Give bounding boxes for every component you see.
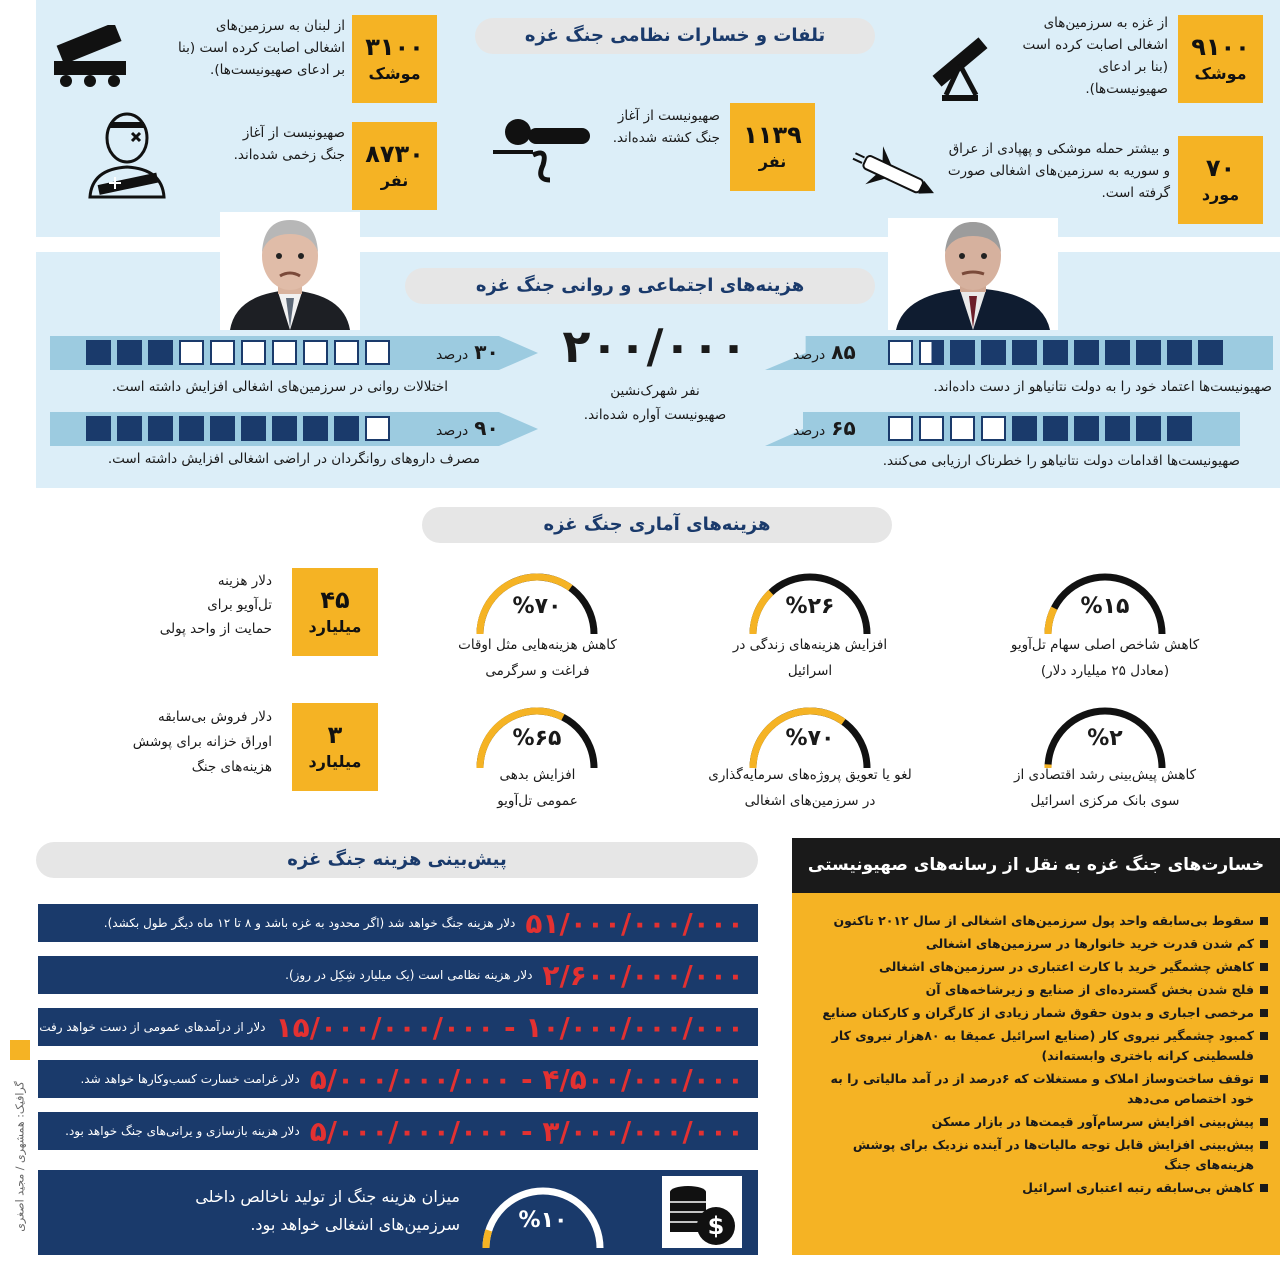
gauge-value: %۶۵ bbox=[512, 726, 562, 751]
bar-percent-dangerous bbox=[793, 416, 856, 440]
bar-text-drug-use: مصرف داروهای روانگردان در اراضی اشغالی افزایش داشته است. bbox=[107, 451, 480, 467]
percent-value: ۳۰ bbox=[474, 340, 499, 364]
stat-text-injured: صهیونیست از آغاز جنگ زخمی شده‌اند. bbox=[233, 125, 345, 163]
percent-word: درصد bbox=[793, 423, 826, 439]
stat-text-killed: صهیونیست از آغاز جنگ کشته شده‌اند. bbox=[612, 108, 720, 146]
bar-cell bbox=[334, 340, 359, 365]
forecast-desc: دلار هزینه جنگ خواهد شد (اگر محدود به غزه باشد و ۸ تا ۱۲ ماه دیگر طول بکشد). bbox=[103, 916, 516, 930]
list-item: پیش‌بینی افزایش قابل توجه مالیات‌ها در آینده نزدیک برای پوشش هزینه‌های جنگ bbox=[810, 1135, 1268, 1175]
bar-cells-mental-disorders bbox=[86, 340, 390, 365]
gauge-text-line1: کاهش هزینه‌هایی مثل اوقات bbox=[458, 637, 617, 653]
forecast-row bbox=[35, 1008, 758, 1046]
bar-percent-trust-lost bbox=[793, 340, 856, 364]
bar-cell bbox=[241, 340, 266, 365]
stat-number: ۳ bbox=[327, 721, 343, 749]
bar-cell bbox=[1105, 340, 1130, 365]
percent-value: ۹۰ bbox=[474, 416, 499, 440]
percent-word: درصد bbox=[436, 423, 469, 439]
bar-cell bbox=[365, 340, 390, 365]
gauge-text-line2: در سرزمین‌های اشغالی bbox=[744, 793, 876, 809]
bar-cell bbox=[1043, 416, 1068, 441]
gdp-text-line2: سرزمین‌های اشغالی خواهد بود. bbox=[250, 1215, 460, 1234]
forecast-amount: ۵۱/۰۰۰/۰۰۰/۰۰۰ bbox=[525, 906, 744, 940]
stat-box-killed bbox=[730, 103, 815, 191]
gauge-fill bbox=[486, 1230, 489, 1248]
section-title-social: هزینه‌های اجتماعی و روانی جنگ غزه bbox=[405, 268, 875, 304]
bar-cell bbox=[1012, 416, 1037, 441]
gdp-text-line1: میزان هزینه جنگ از تولید ناخالص داخلی bbox=[195, 1187, 460, 1206]
forecast-desc: دلار از درآمدهای عمومی از دست خواهد رفت. bbox=[35, 1020, 266, 1034]
bar-cell bbox=[1074, 340, 1099, 365]
box-text-line2: اوراق خزانه برای پوشش bbox=[132, 734, 272, 750]
bar-cell bbox=[1012, 340, 1037, 365]
bar-cell bbox=[303, 340, 328, 365]
forecast-row bbox=[38, 956, 758, 994]
gauge-text-line1: افزایش هزینه‌های زندگی در bbox=[732, 637, 888, 653]
gauge-text-line1: کاهش شاخص اصلی سهام تل‌آویو bbox=[1010, 637, 1200, 653]
bar-cell bbox=[303, 416, 328, 441]
list-item: سقوط بی‌سابقه واحد پول سرزمین‌های اشغالی از سال ۲۰۱۲ تاکنون bbox=[810, 911, 1268, 931]
bar-cell bbox=[86, 416, 111, 441]
stat-number: ۳۱۰۰ bbox=[365, 33, 424, 61]
list-item: کمبود چشمگیر نیروی کار (صنایع اسرائیل عمیقا به ۸۰هزار نیروی کار فلسطینی کرانه باختری وابسته‌اند) bbox=[810, 1026, 1268, 1066]
box-text-line3: حمایت از واحد پولی bbox=[159, 621, 272, 637]
list-item: پیش‌بینی افزایش سرسام‌آور قیمت‌ها در بازار مسکن bbox=[810, 1112, 1268, 1132]
box-text-line3: هزینه‌های جنگ bbox=[191, 759, 272, 775]
bar-cell bbox=[1105, 416, 1130, 441]
bar-cells-drug-use bbox=[86, 416, 390, 441]
stat-box-iraq-syria-attacks bbox=[1178, 136, 1263, 224]
bar-cell bbox=[981, 340, 1006, 365]
cruise-missile-icon bbox=[848, 140, 943, 210]
stat-number: ۱۱۳۹ bbox=[743, 121, 802, 149]
section-title-media-losses: خسارت‌های جنگ غزه به نقل از رسانه‌های صهیونیستی bbox=[792, 838, 1280, 893]
percent-value: ۸۵ bbox=[831, 340, 856, 364]
stat-box-currency-support bbox=[292, 568, 378, 656]
stat-box-lebanon-missiles bbox=[352, 15, 437, 103]
bar-percent-drug-use bbox=[436, 416, 499, 440]
bar-cell bbox=[950, 416, 975, 441]
forecast-amount: ۳/۰۰۰/۰۰۰/۰۰۰ - ۵/۰۰۰/۰۰۰/۰۰۰ bbox=[309, 1114, 744, 1148]
forecast-desc: دلار هزینه نظامی است (یک میلیارد شِکِل در روز). bbox=[285, 968, 533, 982]
list-item: کاهش چشمگیر خرید با کارت اعتباری در سرزمین‌های اشغالی bbox=[810, 957, 1268, 977]
bar-cell bbox=[117, 340, 142, 365]
stat-unit: نفر bbox=[758, 152, 787, 171]
bar-cell bbox=[117, 416, 142, 441]
displaced-number: ۲۰۰/۰۰۰ bbox=[562, 319, 748, 373]
dollar-coins-icon bbox=[662, 1176, 742, 1248]
bar-percent-mental-disorders bbox=[436, 340, 499, 364]
forecast-amount: ۴/۵۰۰/۰۰۰/۰۰۰ - ۵/۰۰۰/۰۰۰/۰۰۰ bbox=[309, 1062, 744, 1096]
gauge-text-line2: اسرائیل bbox=[787, 663, 833, 679]
list-item: فلج شدن بخش گسترده‌ای از صنایع و زیرشاخه‌های آن bbox=[810, 980, 1268, 1000]
gauge-value: %۲ bbox=[1087, 726, 1123, 751]
bar-cell bbox=[210, 340, 235, 365]
bar-cell bbox=[919, 340, 944, 365]
gdp-value: %۱۰ bbox=[518, 1208, 568, 1233]
box-text-line1: دلار هزینه bbox=[217, 573, 272, 589]
bar-cell bbox=[1043, 340, 1068, 365]
list-item: مرخصی اجباری و بدون حقوق شمار زیادی از کارگران و کارکنان صنایع bbox=[810, 1003, 1268, 1023]
bar-cell bbox=[365, 416, 390, 441]
stat-box-injured bbox=[352, 122, 437, 210]
displaced-text-line2: صهیونیست آواره شده‌اند. bbox=[583, 407, 727, 423]
gauge-text-line2: فراغت و سرگرمی bbox=[485, 663, 590, 679]
gauge-value: %۲۶ bbox=[785, 594, 835, 619]
stat-unit: نفر bbox=[380, 171, 409, 190]
bar-cell bbox=[1136, 340, 1161, 365]
bar-cell bbox=[179, 340, 204, 365]
gauge-text-line2: عمومی تل‌آویو bbox=[497, 793, 578, 809]
bar-cell bbox=[888, 416, 913, 441]
bar-cell bbox=[241, 416, 266, 441]
forecast-desc: دلار هزینه بازسازی و یرانی‌های جنگ خواهد بود. bbox=[65, 1124, 300, 1138]
list-item: کم شدن قدرت خرید خانوارها در سرزمین‌های اشغالی bbox=[810, 934, 1268, 954]
bar-cell bbox=[148, 416, 173, 441]
forecast-row bbox=[38, 1060, 758, 1098]
list-item: توقف ساخت‌وساز املاک و مستغلات که ۶درصد از در آمد مالیاتی را به خود اختصاص می‌دهد bbox=[810, 1069, 1268, 1109]
stat-unit: مورد bbox=[1201, 185, 1240, 204]
stat-unit: میلیارد bbox=[308, 752, 362, 771]
stat-box-gaza-missiles bbox=[1178, 15, 1263, 103]
media-losses-panel bbox=[792, 893, 1280, 1255]
credit-text: گرافیک: همشهری / مجید اصغری bbox=[13, 1081, 27, 1232]
section-title-forecast: پیش‌بینی هزینه جنگ غزه bbox=[36, 842, 758, 878]
stat-number: ۹۱۰۰ bbox=[1191, 33, 1250, 61]
bar-cell bbox=[272, 416, 297, 441]
box-text-line1: دلار فروش بی‌سابقه bbox=[158, 709, 272, 725]
bar-cell bbox=[179, 416, 204, 441]
section-title-military: تلفات و خسارات نظامی جنگ غزه bbox=[475, 18, 875, 54]
bar-cell bbox=[1167, 416, 1192, 441]
bar-cell bbox=[981, 416, 1006, 441]
stat-box-treasury-bonds bbox=[292, 703, 378, 791]
bar-cell bbox=[1167, 340, 1192, 365]
bar-cell bbox=[919, 416, 944, 441]
percent-word: درصد bbox=[793, 347, 826, 363]
bar-cell bbox=[1074, 416, 1099, 441]
portrait-left-image bbox=[220, 212, 360, 330]
stat-number: ۴۵ bbox=[320, 586, 350, 614]
gauge-value: %۱۵ bbox=[1080, 594, 1130, 619]
bar-cell bbox=[148, 340, 173, 365]
percent-value: ۶۵ bbox=[831, 416, 856, 440]
svg-text:$: $ bbox=[707, 1212, 725, 1240]
forecast-row bbox=[38, 1112, 758, 1150]
bar-cell bbox=[334, 416, 359, 441]
bar-text-trust-lost: صهیونیست‌ها اعتماد خود را به دولت نتانیاهو از دست داده‌اند. bbox=[933, 379, 1272, 395]
bar-cell bbox=[1198, 340, 1223, 365]
stat-unit: موشک bbox=[1194, 64, 1247, 83]
section-title-statistics: هزینه‌های آماری جنگ غزه bbox=[422, 507, 892, 543]
stat-number: ۷۰ bbox=[1205, 154, 1236, 182]
forecast-amount: ۲/۶۰۰/۰۰۰/۰۰۰ bbox=[542, 958, 744, 992]
bar-cell bbox=[888, 340, 913, 365]
bar-cells-trust-lost bbox=[888, 340, 1223, 365]
gauge-text-line1: افزایش بدهی bbox=[499, 767, 576, 783]
bar-cell bbox=[210, 416, 235, 441]
percent-word: درصد bbox=[436, 347, 469, 363]
bar-cells-dangerous bbox=[888, 416, 1192, 441]
mortar-icon bbox=[920, 25, 1000, 105]
stat-unit: موشک bbox=[368, 64, 421, 83]
rocket-launcher-icon bbox=[50, 25, 130, 90]
bar-text-dangerous: صهیونیست‌ها اقدامات دولت نتانیاهو را خطرناک ارزیابی می‌کنند. bbox=[882, 453, 1240, 469]
gauge-text-line2: سوی بانک مرکزی اسرائیل bbox=[1030, 793, 1180, 809]
portrait-right-image bbox=[888, 218, 1058, 330]
stat-text-gaza-missiles: از غزه به سرزمین‌های اشغالی اصابت کرده است (بنا بر ادعای صهیونیست‌ها). bbox=[1022, 15, 1168, 97]
bar-cell bbox=[86, 340, 111, 365]
bar-text-mental-disorders: اختلالات روانی در سرزمین‌های اشغالی افزایش داشته است. bbox=[111, 379, 448, 395]
list-item: کاهش بی‌سابقه رتبه اعتباری اسرائیل bbox=[810, 1178, 1268, 1198]
stat-text-iraq-syria-attacks: و بیشتر حمله موشکی و پهپادی از عراق و سوریه به سرزمین‌های اشغالی صورت گرفته است. bbox=[947, 141, 1170, 201]
forecast-amount: ۱۰/۰۰۰/۰۰۰/۰۰۰ - ۱۵/۰۰۰/۰۰۰/۰۰۰ bbox=[275, 1010, 744, 1044]
gauge-value: %۷۰ bbox=[512, 594, 562, 619]
box-text-line2: تل‌آویو برای bbox=[207, 597, 272, 613]
stat-text-lebanon-missiles: از لبنان به سرزمین‌های اشغالی اصابت کرده است (بنا بر ادعای صهیونیست‌ها). bbox=[177, 18, 345, 78]
fallen-body-icon bbox=[488, 110, 598, 185]
media-losses-list bbox=[792, 893, 1280, 1198]
gauge-value: %۷۰ bbox=[785, 726, 835, 751]
bar-cell bbox=[272, 340, 297, 365]
gauge-text-line1: کاهش پیش‌بینی رشد اقتصادی از bbox=[1013, 767, 1197, 783]
forecast-desc: دلار غرامت خسارت کسب‌وکارها خواهد شد. bbox=[80, 1072, 300, 1086]
stat-unit: میلیارد bbox=[308, 617, 362, 636]
bar-cell bbox=[950, 340, 975, 365]
injured-person-icon bbox=[80, 105, 175, 200]
bar-cell bbox=[1136, 416, 1161, 441]
gauge-text-line2: (معادل ۲۵ میلیارد دلار) bbox=[1040, 663, 1170, 679]
gauge-text-line1: لغو یا تعویق پروژه‌های سرمایه‌گذاری bbox=[708, 767, 912, 783]
stat-number: ۸۷۳۰ bbox=[365, 140, 424, 168]
displaced-text-line1: نفر شهرک‌نشین bbox=[610, 383, 700, 399]
forecast-row bbox=[38, 904, 758, 942]
